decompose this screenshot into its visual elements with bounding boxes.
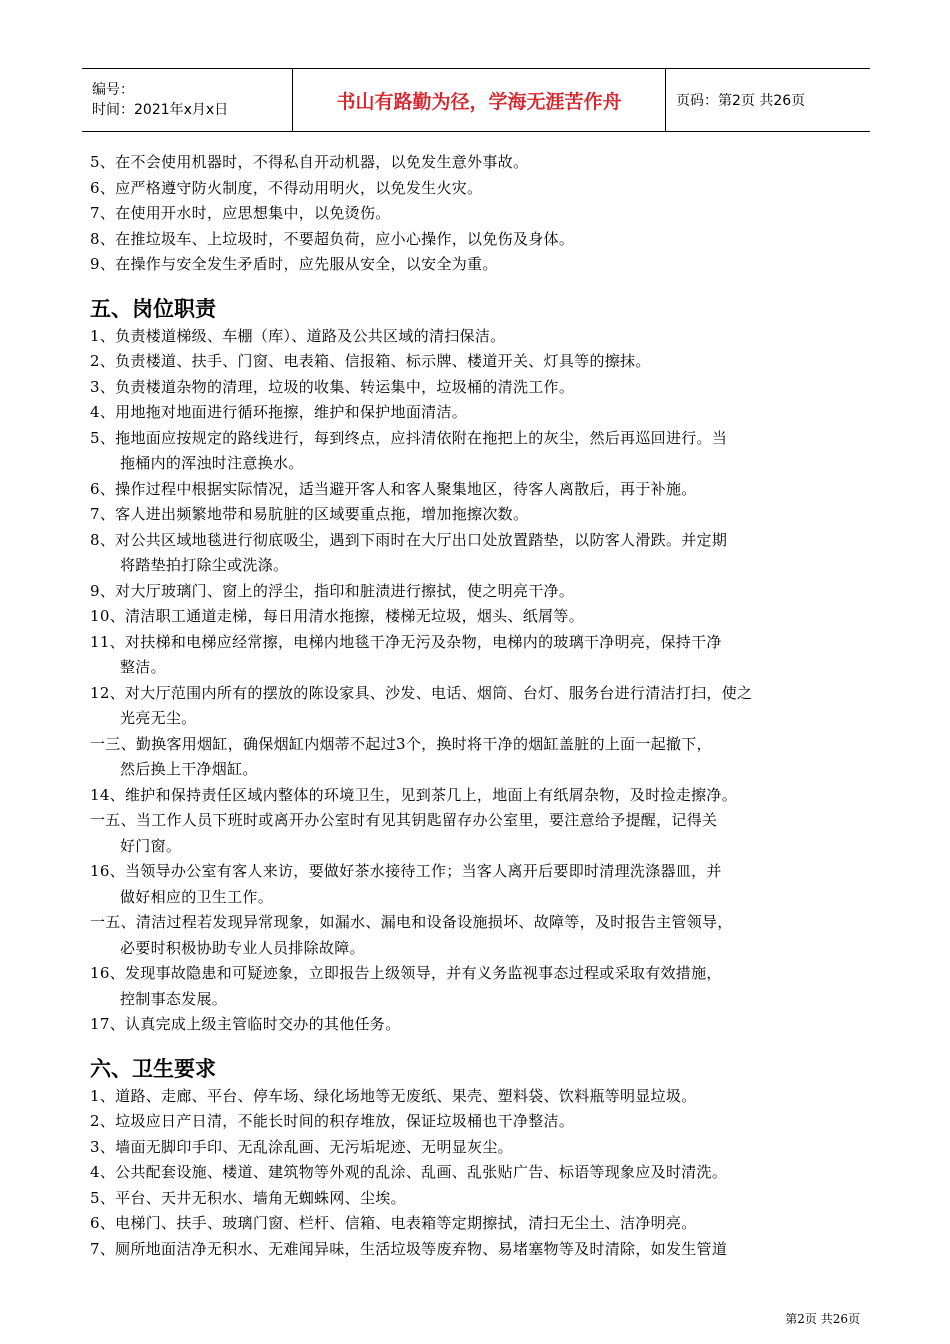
- header-meta: [82, 69, 292, 131]
- list-item: 6、应严格遵守防火制度，不得动用明火，以免发生火灾。: [90, 178, 483, 197]
- list-item: 16、发现事故隐患和可疑迹象，立即报告上级领导，并有义务监视事态过程或采取有效措施，: [90, 964, 722, 982]
- list-item: 1、道路、走廊、平台、停车场、绿化场地等无废纸、果壳、塑料袋、饮料瓶等明显垃圾。: [90, 1086, 697, 1105]
- list-item-continuation: 光亮无尘。: [120, 709, 197, 727]
- list-item: 3、墙面无脚印手印、无乱涂乱画、无污垢坭迹、无明显灰尘。: [90, 1137, 513, 1156]
- document-body: [90, 150, 862, 1262]
- list-item: 14、维护和保持责任区域内整体的环境卫生，见到茶几上，地面上有纸屑杂物，及时捡走擦净。: [90, 785, 737, 804]
- list-item: 3、负责楼道杂物的清理，垃圾的收集、转运集中，垃圾桶的清洗工作。: [90, 377, 575, 396]
- list-item: 9、对大厅玻璃门、窗上的浮尘，指印和脏渍进行擦拭，使之明亮干净。: [90, 581, 575, 600]
- list-item: 7、在使用开水时，应思想集中，以免烫伤。: [90, 204, 391, 222]
- list-item: 12、对大厅范围内所有的摆放的陈设家具、沙发、电话、烟筒、台灯、服务台进行清洁打扫，使之: [90, 683, 753, 702]
- page-footer: 第2页 共26页: [785, 1312, 860, 1326]
- header-page-number: 页码：第2页 共26页: [676, 93, 806, 109]
- page-header: [82, 68, 870, 132]
- list-item: 4、用地拖对地面进行循环拖擦，维护和保护地面清洁。: [90, 403, 468, 421]
- section-5-list: [90, 324, 862, 1038]
- list-item: 一五、清洁过程若发现异常现象，如漏水、漏电和设备设施损坏、故障等，及时报告主管领导，: [90, 913, 733, 931]
- list-item: 5、拖地面应按规定的路线进行，每到终点，应抖清依附在拖把上的灰尘，然后再巡回进行。当: [90, 428, 728, 447]
- section-heading: 六、卫生要求: [90, 1056, 216, 1081]
- list-item-continuation: 控制事态发展。: [120, 989, 228, 1008]
- list-item: 一三、勤换客用烟缸，确保烟缸内烟蒂不起过3个，换时将干净的烟缸盖脏的上面一起撤下，: [90, 734, 712, 753]
- list-item: 7、厕所地面洁净无积水、无难闻异味，生活垃圾等废弃物、易堵塞物等及时清除，如发生管道: [90, 1239, 728, 1258]
- list-item: 8、在推垃圾车、上垃圾时，不要超负荷，应小心操作，以免伤及身体。: [90, 229, 575, 248]
- list-item: 6、电梯门、扶手、玻璃门窗、栏杆、信箱、电表箱等定期擦拭，清扫无尘土、洁净明亮。: [90, 1214, 697, 1232]
- document-date-label: 时间：2021年x月x日: [92, 102, 229, 118]
- list-item-continuation: 将踏垫拍打除尘或洗涤。: [120, 556, 289, 574]
- list-item: 9、在操作与安全发生矛盾时，应先服从安全，以安全为重。: [90, 255, 498, 273]
- section-6-list: [90, 1084, 862, 1263]
- list-item: 8、对公共区域地毯进行彻底吸尘，遇到下雨时在大厅出口处放置踏垫，以防客人滑跌。并定期: [90, 530, 728, 549]
- intro-list: [90, 150, 862, 278]
- list-item: 5、平台、天井无积水、墙角无蜘蛛网、尘埃。: [90, 1188, 406, 1207]
- list-item: 一五、当工作人员下班时或离开办公室时有见其钥匙留存办公室里，要注意给予提醒，记得关: [90, 811, 718, 829]
- list-item: 6、操作过程中根据实际情况，适当避开客人和客人聚集地区，待客人离散后，再于补施。: [90, 479, 697, 498]
- list-item: 1、负责楼道梯级、车棚（库）、道路及公共区域的清扫保洁。: [90, 326, 506, 345]
- list-item-continuation: 好门窗。: [120, 836, 182, 855]
- header-motto: 书山有路勤为径，学海无涯苦作舟: [292, 69, 666, 131]
- list-item-continuation: 然后换上干净烟缸。: [120, 760, 258, 778]
- list-item: 10、清洁职工通道走梯，每日用清水拖擦，楼梯无垃圾，烟头、纸屑等。: [90, 607, 584, 625]
- list-item: 2、负责楼道、扶手、门窗、电表箱、信报箱、标示牌、楼道开关、灯具等的擦抹。: [90, 352, 651, 370]
- section-heading: 五、岗位职责: [90, 296, 216, 321]
- document-number-label: 编号：: [92, 82, 134, 98]
- list-item: 4、公共配套设施、楼道、建筑物等外观的乱涂、乱画、乱张贴广告、标语等现象应及时清洗。: [90, 1163, 728, 1181]
- list-item: 2、垃圾应日产日清，不能长时间的积存堆放，保证垃圾桶也干净整洁。: [90, 1112, 575, 1130]
- list-item: 11、对扶梯和电梯应经常擦，电梯内地毯干净无污及杂物，电梯内的玻璃干净明亮，保持干净: [90, 632, 722, 651]
- list-item: 17、认真完成上级主管临时交办的其他任务。: [90, 1015, 401, 1033]
- list-item-continuation: 整洁。: [120, 658, 166, 676]
- list-item-continuation: 必要时积极协助专业人员排除故障。: [120, 938, 365, 957]
- list-item: 7、客人进出频繁地带和易肮脏的区域要重点拖，增加拖擦次数。: [90, 505, 529, 523]
- list-item-continuation: 做好相应的卫生工作。: [120, 887, 274, 906]
- list-item-continuation: 拖桶内的浑浊时注意换水。: [120, 454, 304, 472]
- list-item: 5、在不会使用机器时，不得私自开动机器，以免发生意外事故。: [90, 153, 529, 171]
- list-item: 16、当领导办公室有客人来访，要做好茶水接待工作；当客人离开后要即时清理洗涤器皿，并: [90, 862, 722, 880]
